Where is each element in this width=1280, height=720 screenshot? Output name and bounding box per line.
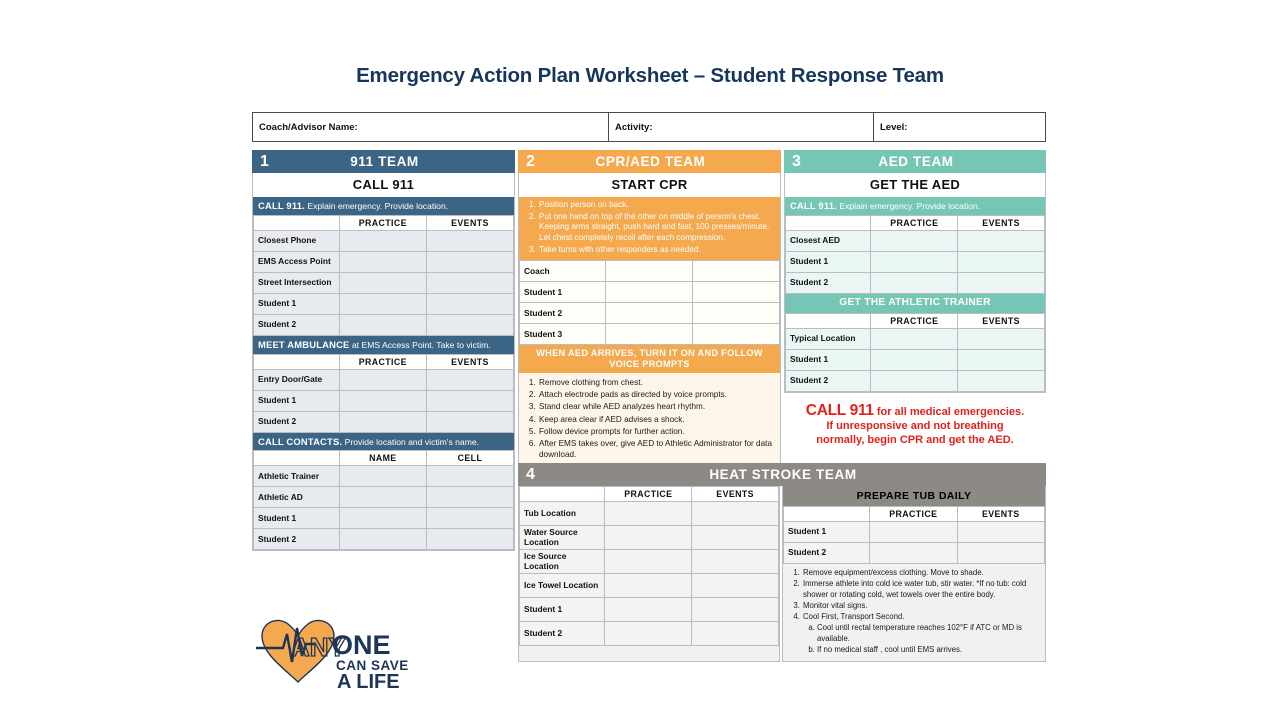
team-911-card: [252, 173, 515, 551]
cell-events[interactable]: [692, 526, 779, 550]
instruction-item: 5. Follow device prompts for further action.: [538, 426, 774, 437]
cell-name[interactable]: [339, 508, 426, 529]
warning-line2: If unresponsive and not breathing: [826, 420, 1004, 433]
cell-events[interactable]: [426, 230, 513, 251]
table-row: [520, 526, 779, 550]
team-cpr-aed-number: 2: [526, 153, 535, 170]
row-label: Student 1: [784, 522, 870, 543]
team-heat-stroke-banner: [518, 463, 1046, 486]
row-label: Student 2: [520, 303, 606, 324]
table-header-row: [520, 487, 779, 502]
col-header-practice: PRACTICE: [871, 215, 958, 230]
team-911-card-title: CALL 911: [253, 173, 514, 197]
row-label: Tub Location: [520, 502, 605, 526]
team-aed-card-title: GET THE AED: [785, 173, 1045, 197]
col-header-blank: [254, 215, 340, 230]
cell-practice[interactable]: [339, 293, 426, 314]
aed-call-911-strip-text: Explain emergency. Provide location.: [839, 201, 981, 211]
row-label: Coach: [520, 261, 606, 282]
cell-events[interactable]: [692, 282, 779, 303]
col-header-events: EVENTS: [957, 507, 1044, 522]
meet-ambulance-table: [253, 354, 514, 433]
prepare-tub-table: [783, 506, 1045, 564]
instruction-item: 3. Monitor vital signs.: [802, 601, 1039, 611]
meet-ambulance-section-strip: [253, 336, 514, 354]
team-heat-stroke-title: HEAT STROKE TEAM: [709, 467, 857, 482]
cell-events[interactable]: [426, 293, 513, 314]
cell-events[interactable]: [692, 261, 779, 282]
instruction-item: 3. Take turns with other responders as needed.: [538, 245, 774, 256]
cell-events[interactable]: [692, 574, 779, 598]
table-row: [254, 251, 514, 272]
cell-practice[interactable]: [870, 522, 957, 543]
table-header-row: [786, 313, 1045, 328]
row-label: Student 2: [786, 272, 871, 293]
table-row: [786, 230, 1045, 251]
row-label: Ice Source Location: [520, 550, 605, 574]
table-row: [254, 369, 514, 390]
col-header-blank: [254, 451, 340, 466]
sub-instruction-item: a. Cool until rectal temperature reaches 102°F if ATC or MD is available.: [817, 623, 1039, 644]
col-header-blank: [520, 487, 605, 502]
cell-events[interactable]: [426, 314, 513, 335]
row-label: Student 1: [254, 390, 340, 411]
cell-practice[interactable]: [871, 349, 958, 370]
row-label: Student 1: [520, 598, 605, 622]
col-header-events: EVENTS: [426, 354, 513, 369]
row-label: Ice Towel Location: [520, 574, 605, 598]
instruction-item: 1. Position person on back.: [538, 200, 774, 211]
row-label: EMS Access Point: [254, 251, 340, 272]
prepare-tub-daily-strip: PREPARE TUB DAILY: [783, 486, 1045, 506]
call-contacts-strip-bold: CALL CONTACTS.: [258, 435, 343, 447]
row-label: Closest Phone: [254, 230, 340, 251]
table-row: [254, 272, 514, 293]
col-header-cell: CELL: [426, 451, 513, 466]
cell-events[interactable]: [958, 230, 1045, 251]
anyone-can-save-a-life-logo: [254, 610, 439, 692]
table-row: [786, 370, 1045, 391]
cell-events[interactable]: [692, 550, 779, 574]
cell-practice[interactable]: [339, 390, 426, 411]
heat-stroke-locations-table: [519, 486, 779, 646]
cell-practice[interactable]: [605, 598, 692, 622]
col-header-events: EVENTS: [958, 215, 1045, 230]
call-911-strip-bold: CALL 911.: [258, 200, 305, 211]
row-label: Athletic AD: [254, 487, 340, 508]
cell-events[interactable]: [958, 328, 1045, 349]
row-label: Student 3: [520, 324, 606, 345]
table-header-row: [786, 215, 1045, 230]
col-header-practice: PRACTICE: [871, 313, 958, 328]
logo-word-any: ANY: [291, 632, 346, 662]
team-heat-stroke-number: 4: [526, 466, 535, 483]
table-row: [520, 574, 779, 598]
cell-cell[interactable]: [426, 529, 513, 550]
emergency-warning-text: [784, 402, 1046, 448]
table-row: [520, 502, 779, 526]
cell-events[interactable]: [692, 598, 779, 622]
cell-name[interactable]: [339, 466, 426, 487]
call-911-table: [253, 215, 514, 336]
table-row: [254, 230, 514, 251]
logo-word-one: ONE: [332, 630, 391, 660]
table-row: [520, 622, 779, 646]
logo-line-a-life: A LIFE: [337, 671, 400, 692]
col-header-practice: PRACTICE: [339, 354, 426, 369]
row-label: Typical Location: [786, 328, 871, 349]
cell-events[interactable]: [958, 272, 1045, 293]
table-row: [786, 272, 1045, 293]
table-row: [254, 293, 514, 314]
instruction-text: Cool First, Transport Second.: [803, 612, 905, 622]
cpr-roster-table: [519, 260, 780, 345]
cell-practice[interactable]: [605, 622, 692, 646]
instruction-item: 6. After EMS takes over, give AED to Athletic Administrator for data download.: [538, 438, 774, 460]
cell-practice[interactable]: [605, 502, 692, 526]
team-911-banner: [252, 150, 515, 173]
table-row: [786, 349, 1045, 370]
table-row: [520, 261, 780, 282]
team-cpr-aed-column: [518, 150, 781, 467]
table-row: [520, 282, 780, 303]
team-911-column: [252, 150, 515, 551]
team-aed-column: [784, 150, 1046, 447]
cell-cell[interactable]: [426, 466, 513, 487]
row-label: Student 2: [520, 622, 605, 646]
cell-cell[interactable]: [426, 487, 513, 508]
cell-practice[interactable]: [605, 574, 692, 598]
cell-practice[interactable]: [605, 261, 692, 282]
cell-practice[interactable]: [605, 550, 692, 574]
cell-practice[interactable]: [605, 324, 692, 345]
cell-practice[interactable]: [339, 230, 426, 251]
info-bar: [252, 112, 1046, 142]
instruction-item: 1. Remove equipment/excess clothing. Move to shade.: [802, 568, 1039, 578]
cell-events[interactable]: [692, 303, 779, 324]
call-911-section-strip: [253, 197, 514, 215]
cell-practice[interactable]: [871, 328, 958, 349]
col-header-practice: PRACTICE: [339, 215, 426, 230]
cell-practice[interactable]: [339, 251, 426, 272]
table-row: [254, 508, 514, 529]
cell-events[interactable]: [426, 272, 513, 293]
team-911-title: 911 TEAM: [350, 154, 419, 169]
call-contacts-section-strip: [253, 433, 514, 451]
sub-instruction-item: b. If no medical staff , cool until EMS arrives.: [817, 645, 1039, 655]
table-row: [784, 543, 1045, 564]
meet-ambulance-strip-text: at EMS Access Point. Take to victim.: [351, 339, 491, 350]
col-header-practice: PRACTICE: [605, 487, 692, 502]
table-header-row: [254, 354, 514, 369]
call-911-strip-text: Explain emergency. Provide location.: [307, 201, 449, 211]
team-911-number: 1: [260, 153, 269, 170]
table-row: [254, 411, 514, 432]
meet-ambulance-strip-bold: MEET AMBULANCE: [258, 338, 350, 350]
cell-practice[interactable]: [339, 411, 426, 432]
table-row: [786, 328, 1045, 349]
row-label: Student 2: [786, 370, 871, 391]
call-contacts-strip-text: Provide location and victim's name.: [344, 436, 480, 447]
start-cpr-instructions: [519, 197, 780, 260]
row-label: Student 1: [520, 282, 606, 303]
table-row: [520, 598, 779, 622]
table-row: [786, 251, 1045, 272]
cell-events[interactable]: [692, 622, 779, 646]
cell-events[interactable]: [692, 502, 779, 526]
aed-arrives-strip: WHEN AED ARRIVES, TURN IT ON AND FOLLOW VOICE PROMPTS: [519, 345, 780, 373]
row-label: Student 1: [786, 251, 871, 272]
col-header-events: EVENTS: [426, 215, 513, 230]
aed-steps-list: [519, 373, 780, 465]
warning-call-911: CALL 911: [805, 401, 874, 419]
instruction-item: [802, 612, 1039, 655]
instruction-item: 2. Put one hand on top of the other on middle of person's chest. Keeping arms straight, push hard and fast, 100 presses/minute. Let chest completely recoil after each compression.: [538, 212, 774, 244]
cell-practice[interactable]: [870, 543, 957, 564]
col-header-blank: [786, 215, 871, 230]
table-header-row: [254, 451, 514, 466]
instruction-item: 1. Remove clothing from chest.: [538, 377, 774, 388]
cell-practice[interactable]: [605, 303, 692, 324]
warning-line3: normally, begin CPR and get the AED.: [816, 433, 1014, 446]
col-header-blank: [784, 507, 870, 522]
instruction-item: 2. Immerse athlete into cold ice water tub, stir water. *If no tub: cold shower or rotating cold, wet towels over the entire body.: [802, 579, 1039, 600]
aed-call-911-strip-bold: CALL 911.: [790, 200, 837, 211]
cell-cell[interactable]: [426, 508, 513, 529]
aed-call-911-strip: [785, 197, 1045, 215]
col-header-blank: [254, 354, 340, 369]
team-cpr-aed-title: CPR/AED TEAM: [595, 154, 706, 169]
team-cpr-aed-banner: [518, 150, 781, 173]
cell-name[interactable]: [339, 487, 426, 508]
coach-advisor-name-field[interactable]: Coach/Advisor Name:: [259, 121, 358, 133]
level-field[interactable]: Level:: [873, 113, 1045, 141]
cell-practice[interactable]: [605, 282, 692, 303]
team-aed-number: 3: [792, 153, 801, 170]
table-row: [520, 303, 780, 324]
cell-practice[interactable]: [605, 526, 692, 550]
get-athletic-trainer-strip: GET THE ATHLETIC TRAINER: [785, 294, 1045, 313]
col-header-blank: [786, 313, 871, 328]
table-row: [784, 522, 1045, 543]
heat-stroke-locations-pane: [518, 486, 780, 662]
row-label: Student 2: [254, 411, 340, 432]
cell-practice[interactable]: [871, 370, 958, 391]
heat-stroke-instructions: [783, 564, 1045, 661]
instruction-item: 4. Keep area clear if AED advises a shock.: [538, 414, 774, 425]
row-label: Student 2: [254, 529, 340, 550]
team-cpr-aed-card: [518, 173, 781, 467]
team-aed-card: [784, 173, 1046, 393]
col-header-events: EVENTS: [958, 313, 1045, 328]
table-row: [520, 324, 780, 345]
row-label: Student 2: [784, 543, 870, 564]
col-header-name: NAME: [339, 451, 426, 466]
cell-events[interactable]: [957, 543, 1044, 564]
row-label: Water Source Location: [520, 526, 605, 550]
table-row: [254, 529, 514, 550]
row-label: Student 1: [254, 508, 340, 529]
row-label: Street Intersection: [254, 272, 340, 293]
call-contacts-table: [253, 450, 514, 550]
team-heat-stroke-column: [518, 463, 1046, 662]
instruction-item: 3. Stand clear while AED analyzes heart rhythm.: [538, 401, 774, 412]
cell-practice[interactable]: [339, 272, 426, 293]
row-label: Athletic Trainer: [254, 466, 340, 487]
team-aed-title: AED TEAM: [878, 154, 954, 169]
cell-practice[interactable]: [339, 369, 426, 390]
row-label: Entry Door/Gate: [254, 369, 340, 390]
table-header-row: [254, 215, 514, 230]
page-title: Emergency Action Plan Worksheet – Student Response Team: [356, 64, 944, 87]
cell-events[interactable]: [958, 251, 1045, 272]
table-row: [254, 390, 514, 411]
cell-events[interactable]: [958, 349, 1045, 370]
cell-practice[interactable]: [339, 314, 426, 335]
cell-events[interactable]: [426, 390, 513, 411]
cell-events[interactable]: [692, 324, 779, 345]
heat-stroke-panes: [518, 486, 1046, 662]
prepare-tub-pane: [782, 486, 1046, 662]
cell-practice[interactable]: [871, 230, 958, 251]
cell-events[interactable]: [426, 251, 513, 272]
table-row: [254, 314, 514, 335]
row-label: Student 2: [254, 314, 340, 335]
cell-events[interactable]: [426, 369, 513, 390]
warning-line1: for all medical emergencies.: [876, 405, 1025, 418]
cell-name[interactable]: [339, 529, 426, 550]
logo-line-can-save: CAN SAVE: [336, 658, 409, 673]
table-header-row: [784, 507, 1045, 522]
activity-field[interactable]: Activity:: [608, 113, 873, 141]
row-label: Student 1: [786, 349, 871, 370]
row-label: Student 1: [254, 293, 340, 314]
get-the-aed-table: [785, 215, 1045, 294]
team-cpr-aed-card-title: START CPR: [519, 173, 780, 197]
get-athletic-trainer-table: [785, 313, 1045, 392]
table-row: [254, 487, 514, 508]
cell-events[interactable]: [958, 370, 1045, 391]
table-row: [254, 466, 514, 487]
cell-practice[interactable]: [871, 251, 958, 272]
col-header-events: EVENTS: [692, 487, 779, 502]
instruction-item: 2. Attach electrode pads as directed by voice prompts.: [538, 389, 774, 400]
cell-practice[interactable]: [871, 272, 958, 293]
table-row: [520, 550, 779, 574]
team-aed-banner: [784, 150, 1046, 173]
col-header-practice: PRACTICE: [870, 507, 957, 522]
cell-events[interactable]: [426, 411, 513, 432]
cell-events[interactable]: [957, 522, 1044, 543]
row-label: Closest AED: [786, 230, 871, 251]
logo-svg: [254, 610, 439, 692]
